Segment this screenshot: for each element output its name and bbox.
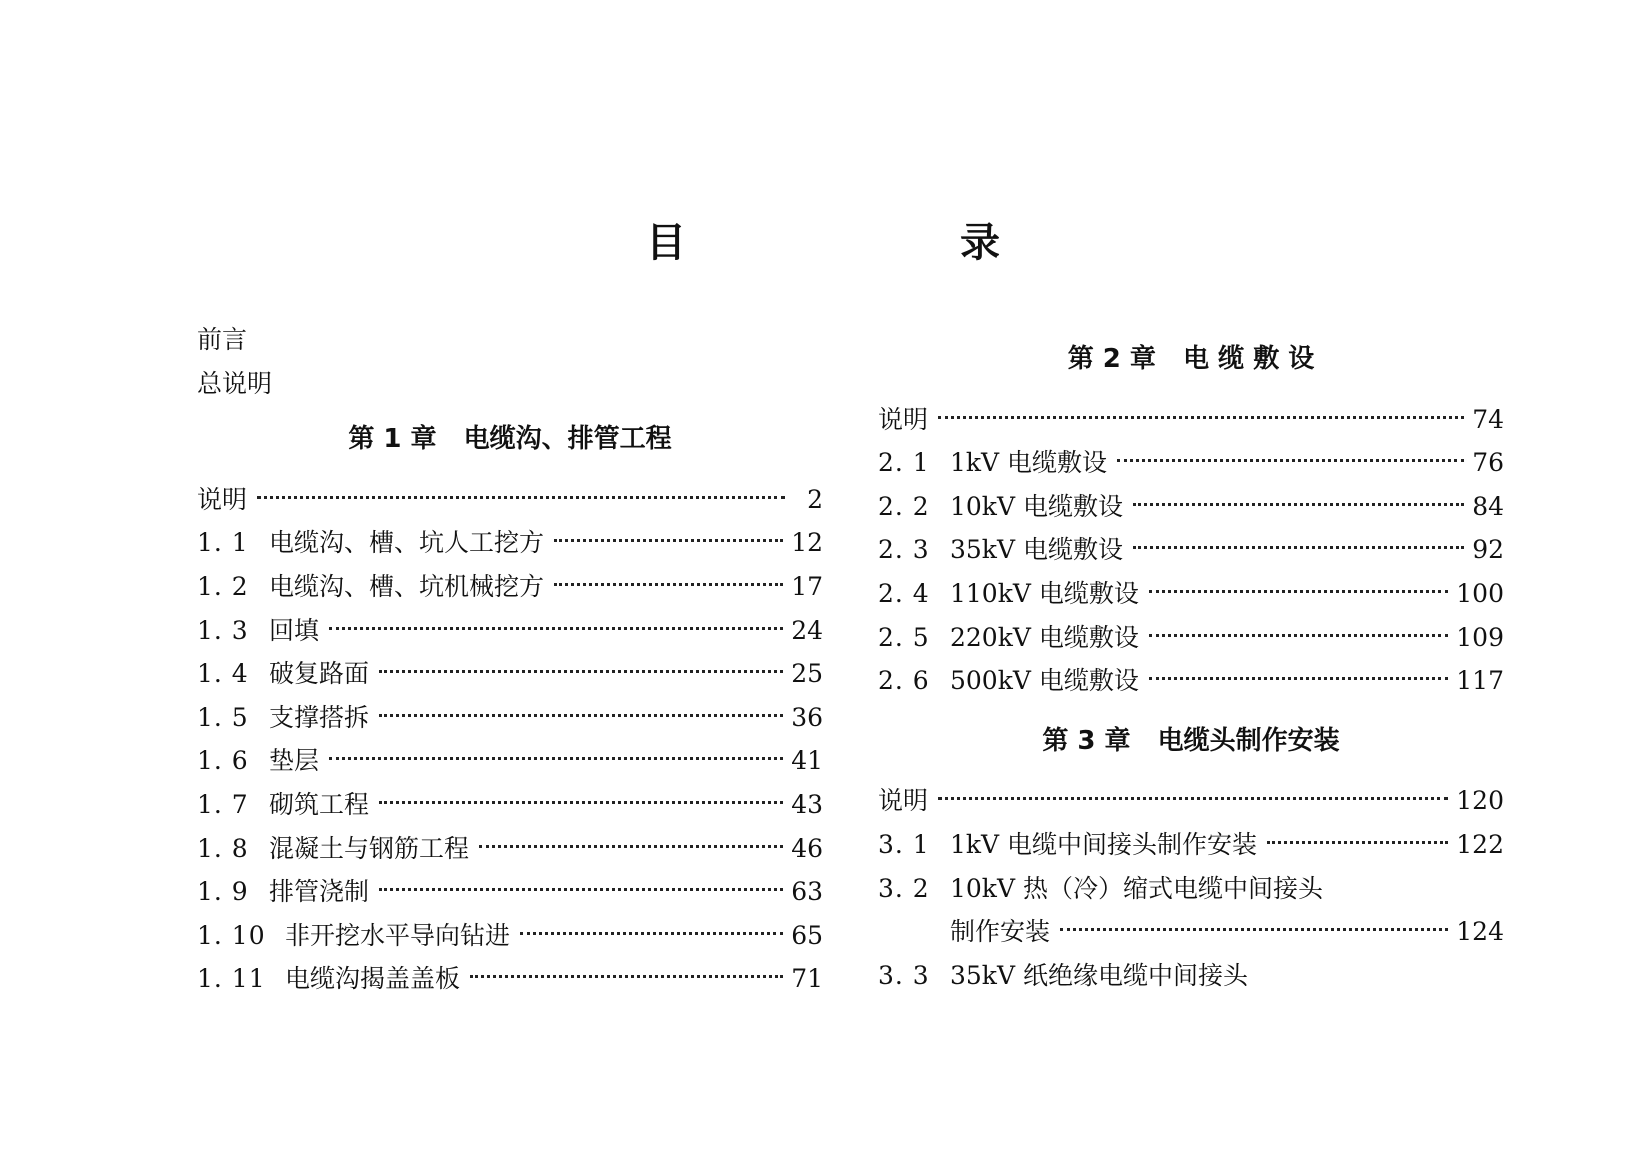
toc-entry-number: 2. 5 bbox=[878, 622, 930, 652]
toc-entry-number: 1. 11 bbox=[197, 964, 266, 994]
toc-entry-title: 电缆沟揭盖盖板 bbox=[285, 964, 461, 994]
toc-entry-1-1[interactable] bbox=[197, 521, 823, 565]
toc-entry-3-2-continuation[interactable] bbox=[878, 910, 1504, 954]
dot-leader bbox=[1060, 927, 1448, 931]
toc-entry-page: 12 bbox=[791, 528, 823, 558]
toc-entry-number: 2. 3 bbox=[878, 535, 930, 565]
toc-entry-number: 1. 9 bbox=[197, 877, 249, 907]
toc-entry-page: 92 bbox=[1472, 535, 1504, 565]
toc-entry-title: 电缆沟、槽、坑人工挖方 bbox=[269, 528, 545, 558]
chapter-3-heading: 第 3 章 电缆头制作安装 bbox=[1042, 725, 1340, 756]
toc-entry-page: 36 bbox=[791, 702, 823, 732]
toc-entry-page: 63 bbox=[791, 877, 823, 907]
dot-leader bbox=[938, 796, 1448, 800]
toc-entry-title: 说明 bbox=[878, 404, 929, 434]
toc-entry-1-7[interactable] bbox=[197, 783, 823, 827]
dot-leader bbox=[379, 887, 783, 891]
toc-entry-number: 1. 2 bbox=[197, 571, 249, 601]
dot-leader bbox=[1117, 458, 1464, 462]
toc-entry-title: 回填 bbox=[269, 615, 320, 645]
toc-entry-1-2[interactable] bbox=[197, 565, 823, 609]
toc-entry-number: 3. 1 bbox=[878, 829, 930, 859]
toc-entry-title: 垫层 bbox=[269, 746, 320, 776]
dot-leader bbox=[938, 415, 1464, 419]
dot-leader bbox=[257, 495, 785, 499]
dot-leader bbox=[1149, 633, 1448, 637]
toc-front-matter-general-notes[interactable]: 总说明 bbox=[197, 368, 273, 398]
toc-entry-page: 124 bbox=[1456, 917, 1504, 947]
toc-entry-title: 35kV 电缆敷设 bbox=[950, 535, 1123, 565]
toc-entry-chapter-3-intro[interactable] bbox=[878, 779, 1504, 823]
toc-entry-title: 砌筑工程 bbox=[269, 789, 370, 819]
toc-entry-1-10[interactable] bbox=[197, 914, 823, 958]
toc-entry-number: 3. 3 bbox=[878, 960, 930, 990]
toc-entry-title: 混凝土与钢筋工程 bbox=[269, 833, 470, 863]
toc-entry-number: 1. 7 bbox=[197, 789, 249, 819]
toc-entry-2-4[interactable] bbox=[878, 572, 1504, 616]
toc-entry-page: 43 bbox=[791, 789, 823, 819]
dot-leader bbox=[329, 756, 783, 760]
dot-leader bbox=[470, 974, 783, 978]
toc-entry-page: 65 bbox=[791, 920, 823, 950]
toc-entry-title: 说明 bbox=[878, 786, 929, 816]
toc-entry-page: 109 bbox=[1456, 622, 1504, 652]
toc-entry-page: 41 bbox=[791, 746, 823, 776]
toc-entry-chapter-2-intro[interactable] bbox=[878, 398, 1504, 442]
toc-entry-title-continuation: 制作安装 bbox=[950, 917, 1051, 947]
toc-entry-number: 1. 10 bbox=[197, 920, 266, 950]
toc-entry-page: 71 bbox=[791, 964, 823, 994]
toc-entry-1-3[interactable] bbox=[197, 609, 823, 653]
toc-entry-number: 1. 8 bbox=[197, 833, 249, 863]
toc-entry-title: 10kV 电缆敷设 bbox=[950, 491, 1123, 521]
toc-entry-chapter-1-intro[interactable] bbox=[197, 478, 823, 522]
toc-front-matter-preface[interactable]: 前言 bbox=[197, 325, 248, 354]
toc-entry-title: 1kV 电缆中间接头制作安装 bbox=[950, 829, 1258, 859]
dot-leader bbox=[554, 538, 783, 542]
dot-leader bbox=[1149, 589, 1448, 593]
toc-entry-2-2[interactable] bbox=[878, 485, 1504, 529]
dot-leader bbox=[1133, 502, 1464, 506]
toc-entry-title: 10kV 热（冷）缩式电缆中间接头 bbox=[950, 873, 1323, 903]
toc-entry-title: 35kV 纸绝缘电缆中间接头 bbox=[950, 960, 1248, 990]
toc-entry-number: 1. 1 bbox=[197, 528, 249, 558]
toc-entry-1-9[interactable] bbox=[197, 870, 823, 914]
toc-entry-page: 120 bbox=[1456, 786, 1504, 816]
toc-right-column bbox=[878, 338, 1504, 997]
dot-leader bbox=[1149, 676, 1448, 680]
toc-entry-1-5[interactable] bbox=[197, 696, 823, 740]
dot-leader bbox=[329, 626, 783, 630]
toc-entry-number: 1. 3 bbox=[197, 615, 249, 645]
toc-entry-2-3[interactable] bbox=[878, 528, 1504, 572]
toc-entry-title: 1kV 电缆敷设 bbox=[950, 448, 1108, 478]
toc-entry-1-4[interactable] bbox=[197, 652, 823, 696]
toc-entry-2-1[interactable] bbox=[878, 441, 1504, 485]
toc-entry-number: 1. 5 bbox=[197, 702, 249, 732]
toc-entry-1-8[interactable] bbox=[197, 827, 823, 871]
toc-entry-2-5[interactable] bbox=[878, 616, 1504, 660]
toc-entry-number: 2. 6 bbox=[878, 666, 930, 696]
chapter-1-heading: 第 1 章 电缆沟、排管工程 bbox=[348, 424, 672, 455]
toc-entry-number: 1. 4 bbox=[197, 659, 249, 689]
toc-entry-3-1[interactable] bbox=[878, 823, 1504, 867]
toc-entry-title: 220kV 电缆敷设 bbox=[950, 622, 1139, 652]
dot-leader bbox=[1267, 840, 1448, 844]
toc-entry-page: 25 bbox=[791, 659, 823, 689]
toc-entry-title: 非开挖水平导向钻进 bbox=[285, 920, 511, 950]
toc-entry-1-6[interactable] bbox=[197, 739, 823, 783]
toc-entry-page: 100 bbox=[1456, 578, 1504, 608]
dot-leader bbox=[379, 669, 783, 673]
dot-leader bbox=[520, 931, 783, 935]
toc-entry-3-3[interactable] bbox=[878, 954, 1504, 998]
toc-entry-1-11[interactable] bbox=[197, 957, 823, 1001]
dot-leader bbox=[479, 844, 783, 848]
toc-entry-page: 117 bbox=[1456, 666, 1504, 696]
toc-entry-title: 500kV 电缆敷设 bbox=[950, 666, 1139, 696]
chapter-2-heading: 第 2 章 电 缆 敷 设 bbox=[1067, 344, 1315, 374]
toc-entry-title: 支撑搭拆 bbox=[269, 702, 370, 732]
toc-entry-title: 破复路面 bbox=[269, 659, 370, 689]
toc-entry-page: 17 bbox=[791, 571, 823, 601]
toc-entry-title: 110kV 电缆敷设 bbox=[950, 578, 1139, 608]
toc-entry-2-6[interactable] bbox=[878, 659, 1504, 703]
toc-entry-page: 74 bbox=[1472, 404, 1504, 434]
dot-leader bbox=[1133, 545, 1464, 549]
dot-leader bbox=[379, 713, 783, 717]
toc-entry-title: 电缆沟、槽、坑机械挖方 bbox=[269, 571, 545, 601]
dot-leader bbox=[379, 800, 783, 804]
toc-entry-page: 24 bbox=[791, 615, 823, 645]
toc-entry-page: 84 bbox=[1472, 491, 1504, 521]
toc-entry-page: 46 bbox=[791, 833, 823, 863]
toc-left-column bbox=[197, 318, 823, 1001]
toc-entry-3-2[interactable] bbox=[878, 867, 1504, 911]
toc-entry-title: 说明 bbox=[197, 484, 248, 514]
toc-entry-number: 2. 4 bbox=[878, 578, 930, 608]
toc-entry-number: 2. 1 bbox=[878, 448, 930, 478]
dot-leader bbox=[554, 582, 783, 586]
page-title: 目 录 bbox=[646, 220, 1130, 266]
toc-entry-number: 3. 2 bbox=[878, 873, 930, 903]
toc-entry-page: 2 bbox=[807, 484, 823, 514]
toc-entry-page: 76 bbox=[1472, 448, 1504, 478]
toc-entry-page: 122 bbox=[1456, 829, 1504, 859]
toc-entry-title: 排管浇制 bbox=[269, 877, 370, 907]
toc-entry-number: 1. 6 bbox=[197, 746, 249, 776]
toc-entry-number: 2. 2 bbox=[878, 491, 930, 521]
